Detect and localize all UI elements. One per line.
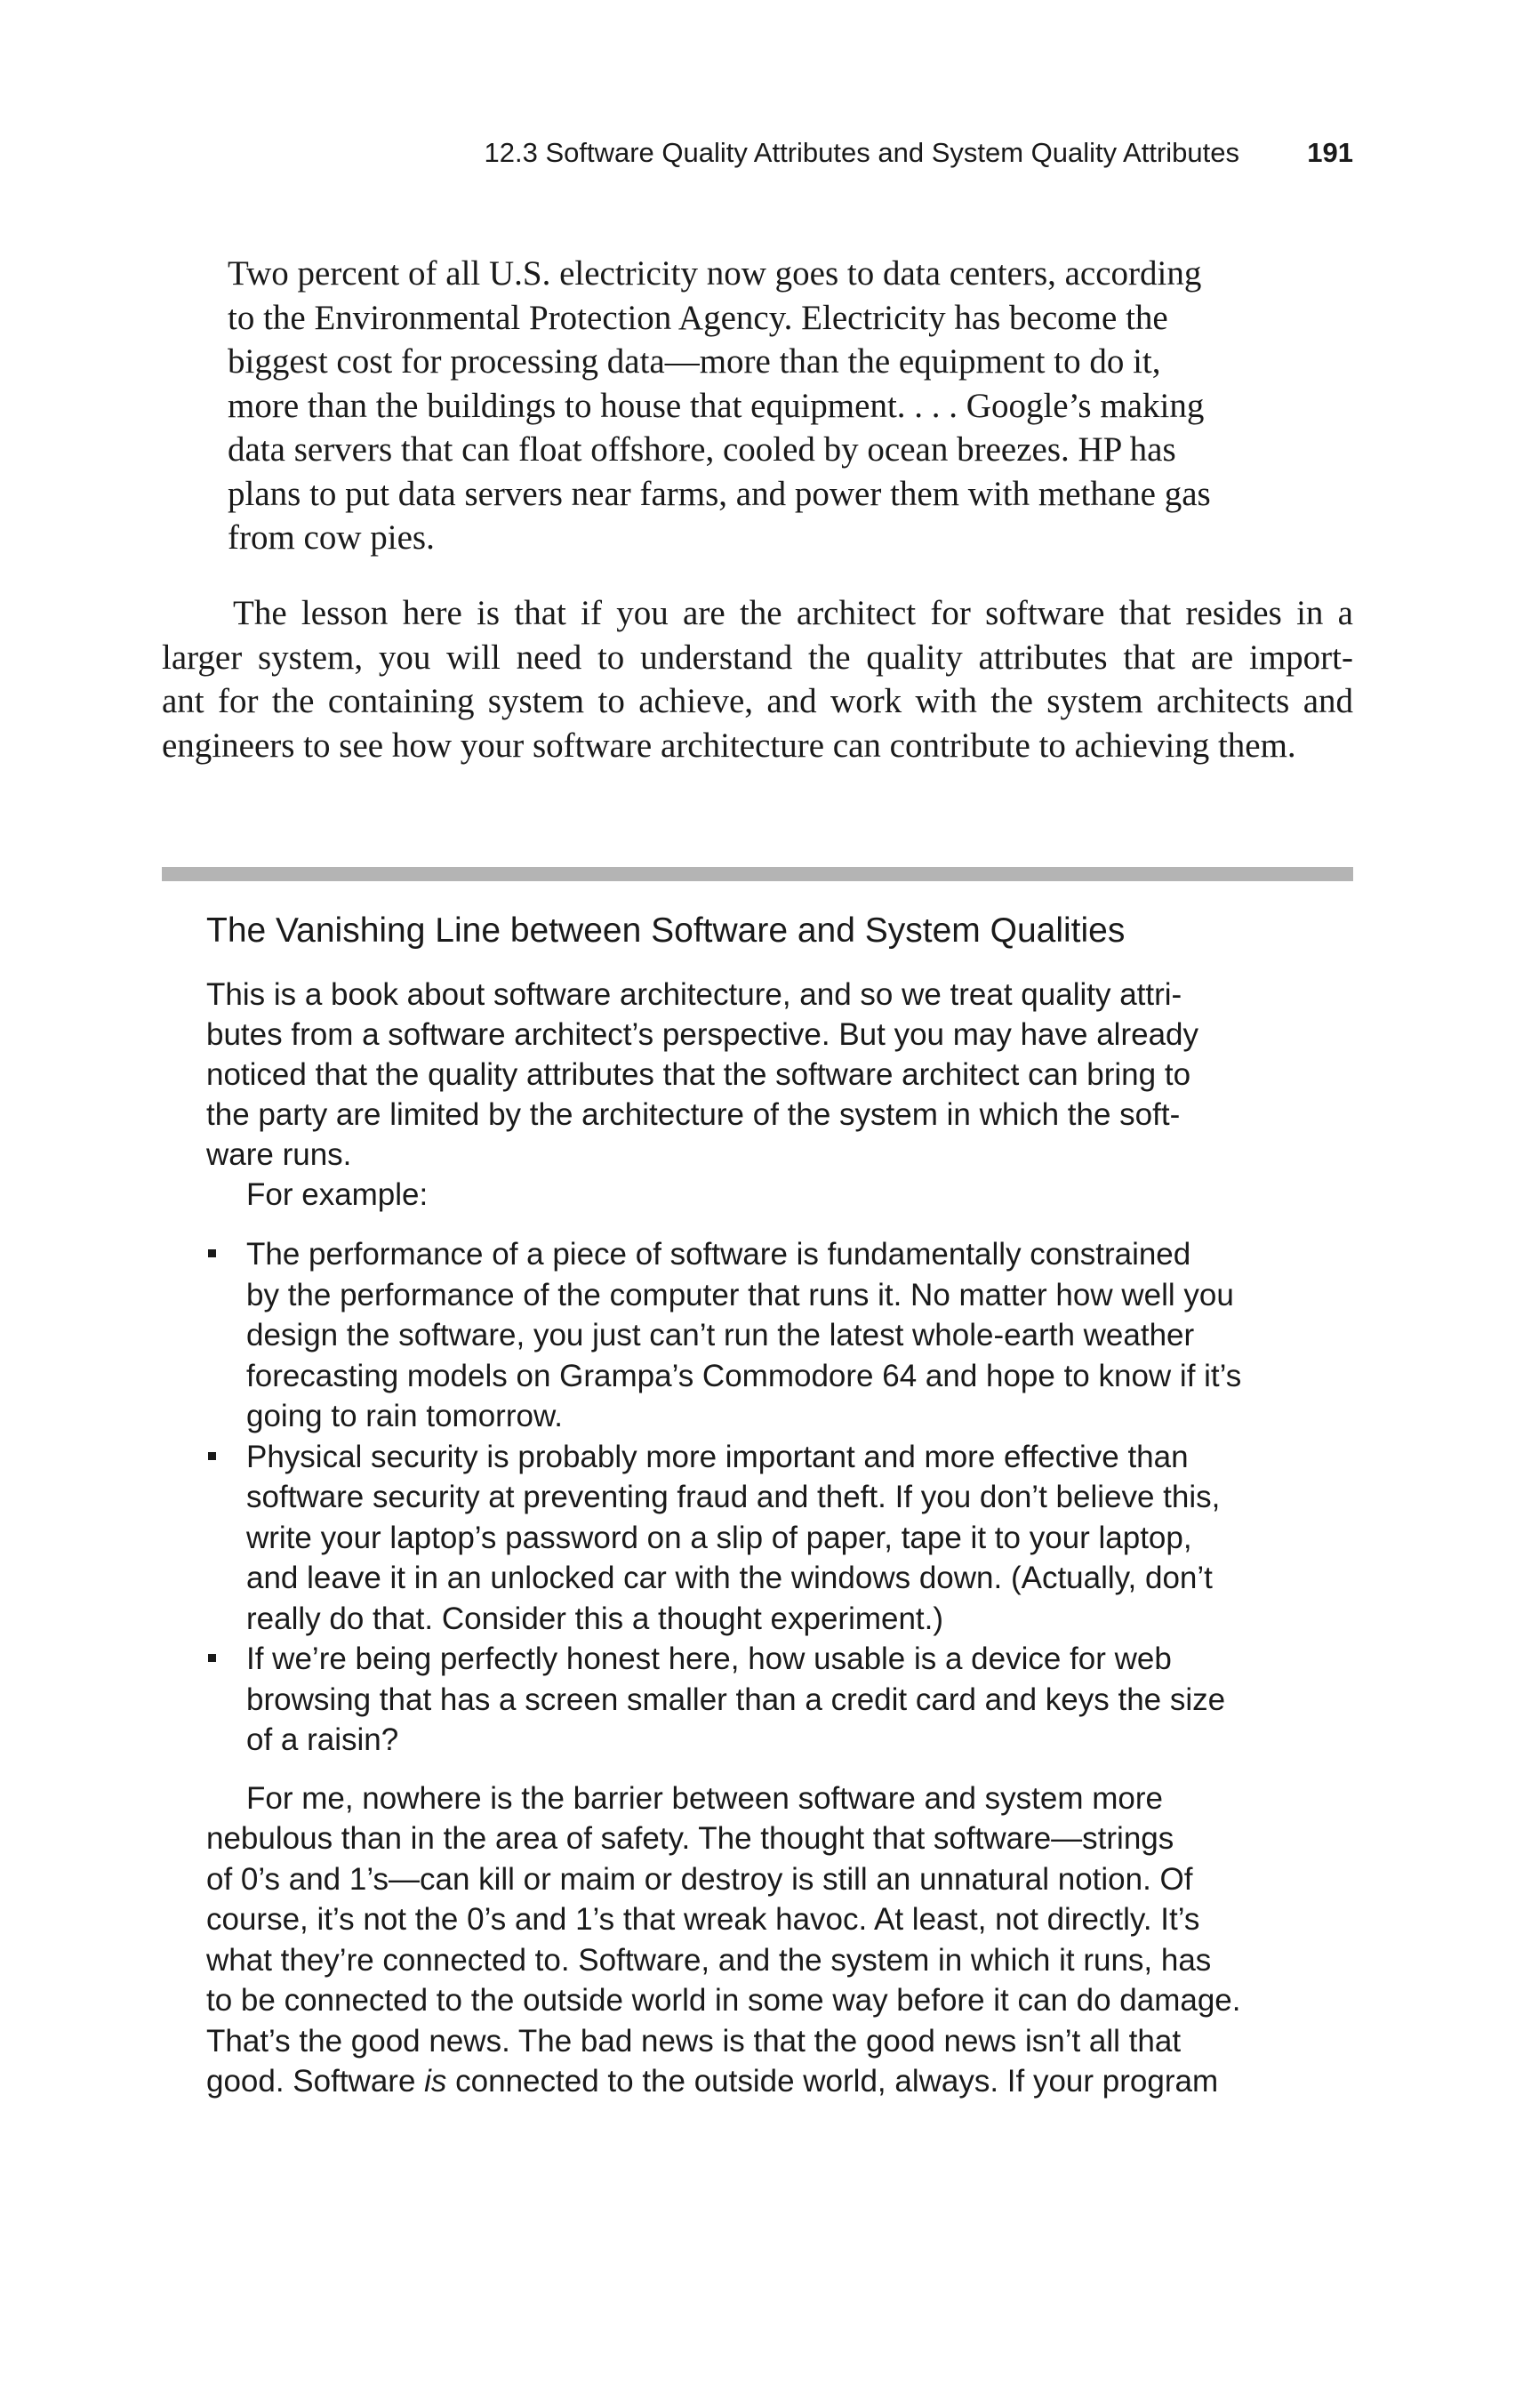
sidebar-line: This is a book about software architecture, and so we treat quality attri-	[206, 977, 1182, 1012]
list-item-line: of a raisin?	[246, 1722, 399, 1757]
body-paragraph	[162, 591, 1353, 767]
quote-line: Two percent of all U.S. electricity now goes to data centers, according	[228, 254, 1202, 293]
body-line: larger system, you will need to understand the quality attributes that are import-	[162, 638, 1353, 677]
list-item-line: software security at preventing fraud and theft. If you don’t believe this,	[246, 1480, 1221, 1514]
sidebar-line: ware runs.	[206, 1137, 352, 1172]
section-title: 12.3 Software Quality Attributes and System Quality Attributes	[484, 137, 1239, 168]
list-item-line: The performance of a piece of software is fundamentally constrained	[246, 1237, 1191, 1272]
sidebar-bullet-list	[206, 1234, 1318, 1761]
list-item-line: forecasting models on Grampa’s Commodore 64 and hope to know if it’s	[246, 1358, 1242, 1393]
quote-line: data servers that can float offshore, cooled by ocean breezes. HP has	[228, 430, 1176, 469]
list-item-line: really do that. Consider this a thought experiment.)	[246, 1601, 944, 1636]
sidebar-text: connected to the outside world, always. If your program	[446, 2064, 1219, 2099]
list-item	[206, 1234, 1318, 1437]
sidebar-line: what they’re connected to. Software, and the system in which it runs, has	[206, 1942, 1212, 1978]
sidebar-intro-paragraph	[206, 975, 1318, 1215]
quote-line: biggest cost for processing data—more than the equipment to do it,	[228, 342, 1161, 381]
sidebar-top-rule	[162, 867, 1353, 881]
emphasized-word: is	[424, 2064, 447, 2099]
for-example-line: For example:	[246, 1177, 429, 1212]
list-item-line: and leave it in an unlocked car with the windows down. (Actually, don’t	[246, 1561, 1213, 1595]
list-item-line: going to rain tomorrow.	[246, 1399, 564, 1433]
list-item-line: browsing that has a screen smaller than a credit card and keys the size	[246, 1682, 1226, 1717]
sidebar-line: the party are limited by the architecture of the system in which the soft-	[206, 1097, 1181, 1132]
sidebar-line: nebulous than in the area of safety. The thought that software—strings	[206, 1821, 1174, 1856]
quote-line: plans to put data servers near farms, and power them with methane gas	[228, 474, 1211, 513]
sidebar-title: The Vanishing Line between Software and System Qualities	[206, 911, 1126, 950]
list-item-line: by the performance of the computer that runs it. No matter how well you	[246, 1277, 1234, 1312]
body-line: The lesson here is that if you are the architect for software that resides in a	[233, 594, 1353, 632]
square-bullet-icon	[208, 1249, 216, 1257]
sidebar-box	[206, 905, 1318, 2102]
sidebar-line: butes from a software architect’s perspective. But you may have already	[206, 1017, 1199, 1052]
sidebar-line: of 0’s and 1’s—can kill or maim or destroy is still an unnatural notion. Of	[206, 1861, 1193, 1897]
body-line: engineers to see how your software architecture can contribute to achieving them.	[162, 726, 1296, 765]
list-item-line: design the software, you just can’t run the latest whole-earth weather	[246, 1318, 1195, 1352]
sidebar-text: good. Software	[206, 2064, 425, 2099]
list-item	[206, 1639, 1318, 1761]
square-bullet-icon	[208, 1654, 216, 1662]
sidebar-line: to be connected to the outside world in some way before it can do damage.	[206, 1983, 1241, 2018]
quote-line: more than the buildings to house that equipment. . . . Google’s making	[228, 386, 1205, 425]
list-item-line: Physical security is probably more important and more effective than	[246, 1439, 1189, 1474]
list-item-line: write your laptop’s password on a slip of paper, tape it to your laptop,	[246, 1520, 1192, 1555]
sidebar-closing-paragraph	[206, 1778, 1318, 2102]
quote-line: from cow pies.	[228, 518, 435, 557]
list-item-line: If we’re being perfectly honest here, how usable is a device for web	[246, 1641, 1172, 1676]
sidebar-line: course, it’s not the 0’s and 1’s that wreak havoc. At least, not directly. It’s	[206, 1902, 1200, 1937]
body-line: ant for the containing system to achieve, and work with the system architects and	[162, 682, 1353, 720]
sidebar-line: For me, nowhere is the barrier between software and system more	[246, 1780, 1163, 1816]
sidebar-line: That’s the good news. The bad news is that the good news isn’t all that	[206, 2023, 1182, 2059]
quote-line: to the Environmental Protection Agency. Electricity has become the	[228, 298, 1168, 337]
sidebar-line-with-emphasis	[206, 2061, 1318, 2102]
sidebar-line: noticed that the quality attributes that the software architect can bring to	[206, 1057, 1191, 1092]
page-number: 191	[1307, 137, 1353, 168]
list-item	[206, 1437, 1318, 1640]
running-header	[162, 133, 1353, 173]
square-bullet-icon	[208, 1452, 216, 1460]
block-quote	[228, 252, 1295, 560]
